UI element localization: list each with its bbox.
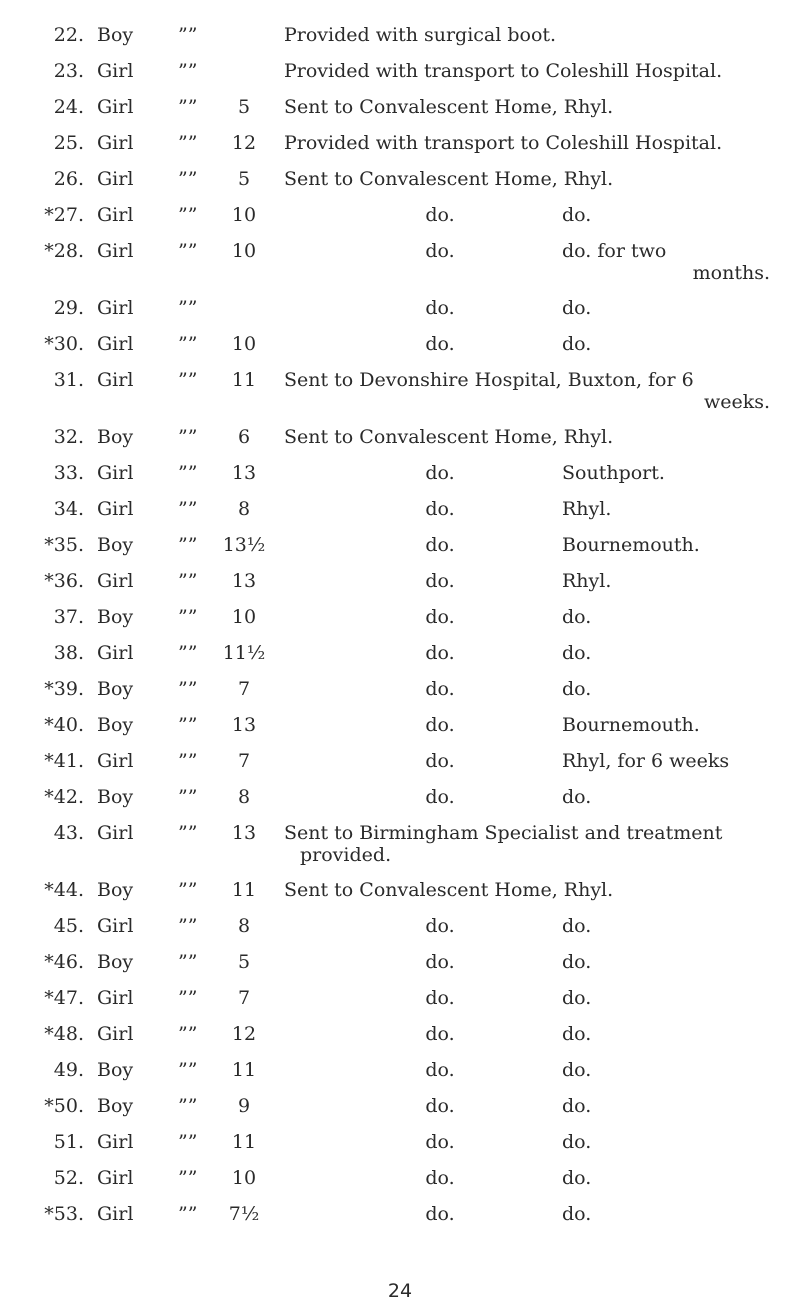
case-number: 37. — [53, 606, 84, 628]
case-sex: Girl — [97, 60, 134, 82]
case-sex: Girl — [97, 1167, 134, 1189]
case-sex: Girl — [97, 1131, 134, 1153]
case-disposal: Sent to Convalescent Home, Rhyl. — [284, 168, 614, 190]
ditto-mark: ”” — [178, 297, 198, 319]
case-sex: Girl — [97, 570, 134, 592]
case-age: 8 — [237, 786, 251, 808]
case-age: 10 — [231, 333, 257, 355]
case-number: 25. — [53, 132, 84, 154]
table-row — [0, 879, 800, 915]
case-age: 13½ — [222, 534, 266, 556]
case-disposal-ditto: do. — [425, 1095, 455, 1117]
case-number: *36. — [44, 570, 84, 592]
case-number: *44. — [44, 879, 84, 901]
case-disposal-ditto: do. — [425, 333, 455, 355]
table-row — [0, 750, 800, 786]
table-row — [0, 498, 800, 534]
table-row — [0, 240, 800, 297]
case-number: 32. — [53, 426, 84, 448]
case-age: 10 — [231, 606, 257, 628]
case-number: *39. — [44, 678, 84, 700]
case-number: *35. — [44, 534, 84, 556]
case-disposal-ditto: do. — [425, 606, 455, 628]
case-sex: Girl — [97, 204, 134, 226]
case-sex: Girl — [97, 297, 134, 319]
case-disposal-ditto: do. — [425, 204, 455, 226]
case-number: 29. — [53, 297, 84, 319]
case-number: 45. — [53, 915, 84, 937]
case-age: 11 — [231, 1059, 257, 1081]
case-disposal-ditto: do. — [425, 750, 455, 772]
case-sex: Girl — [97, 369, 134, 391]
case-age: 11 — [231, 879, 257, 901]
case-number: 43. — [53, 822, 84, 844]
case-number: 34. — [53, 498, 84, 520]
ditto-mark: ”” — [178, 1131, 198, 1153]
ditto-mark: ”” — [178, 369, 198, 391]
case-disposal-continued: months. — [692, 262, 770, 284]
case-number: 51. — [53, 1131, 84, 1153]
case-sex: Boy — [97, 426, 134, 448]
table-row — [0, 915, 800, 951]
case-sex: Girl — [97, 642, 134, 664]
case-sex: Boy — [97, 1059, 134, 1081]
case-disposal-ditto: do. — [425, 642, 455, 664]
table-row — [0, 678, 800, 714]
table-row — [0, 1203, 800, 1239]
case-disposal-place: do. — [562, 915, 592, 937]
case-sex: Girl — [97, 1023, 134, 1045]
case-disposal: Sent to Convalescent Home, Rhyl. — [284, 96, 614, 118]
ditto-mark: ”” — [178, 168, 198, 190]
case-disposal-ditto: do. — [425, 498, 455, 520]
ditto-mark: ”” — [178, 426, 198, 448]
table-row — [0, 1131, 800, 1167]
table-row — [0, 822, 800, 879]
case-disposal: Sent to Convalescent Home, Rhyl. — [284, 426, 614, 448]
table-row — [0, 786, 800, 822]
table-row — [0, 24, 800, 60]
case-sex: Girl — [97, 822, 134, 844]
table-row — [0, 333, 800, 369]
case-age: 13 — [231, 822, 257, 844]
case-disposal-place: Bournemouth. — [562, 534, 700, 556]
case-disposal-ditto: do. — [425, 240, 455, 262]
case-number: 33. — [53, 462, 84, 484]
table-row — [0, 132, 800, 168]
ditto-mark: ”” — [178, 132, 198, 154]
table-row — [0, 951, 800, 987]
case-number: 52. — [53, 1167, 84, 1189]
case-disposal-ditto: do. — [425, 915, 455, 937]
ditto-mark: ”” — [178, 951, 198, 973]
case-sex: Girl — [97, 333, 134, 355]
case-sex: Boy — [97, 879, 134, 901]
case-sex: Boy — [97, 24, 134, 46]
ditto-mark: ”” — [178, 606, 198, 628]
ditto-mark: ”” — [178, 822, 198, 844]
case-age: 10 — [231, 1167, 257, 1189]
case-number: 49. — [53, 1059, 84, 1081]
case-disposal-place: do. — [562, 1095, 592, 1117]
case-sex: Boy — [97, 714, 134, 736]
table-row — [0, 1023, 800, 1059]
case-age: 5 — [237, 168, 251, 190]
ditto-mark: ”” — [178, 1059, 198, 1081]
case-number: 22. — [53, 24, 84, 46]
case-sex: Girl — [97, 1203, 134, 1225]
case-number: 38. — [53, 642, 84, 664]
table-row — [0, 1059, 800, 1095]
table-row — [0, 426, 800, 462]
case-table — [0, 24, 800, 1239]
case-disposal: Provided with transport to Coleshill Hospital. — [284, 132, 723, 154]
table-row — [0, 60, 800, 96]
ditto-mark: ”” — [178, 786, 198, 808]
ditto-mark: ”” — [178, 570, 198, 592]
ditto-mark: ”” — [178, 534, 198, 556]
table-row — [0, 297, 800, 333]
case-sex: Boy — [97, 951, 134, 973]
case-sex: Boy — [97, 678, 134, 700]
case-sex: Girl — [97, 987, 134, 1009]
case-disposal-place: do. — [562, 987, 592, 1009]
ditto-mark: ”” — [178, 1167, 198, 1189]
case-age: 6 — [237, 426, 251, 448]
case-age: 7 — [237, 678, 251, 700]
table-row — [0, 1095, 800, 1131]
case-age: 5 — [237, 96, 251, 118]
ditto-mark: ”” — [178, 1023, 198, 1045]
page-number: 24 — [387, 1280, 413, 1302]
ditto-mark: ”” — [178, 462, 198, 484]
case-age: 10 — [231, 240, 257, 262]
case-disposal-place: Rhyl, for 6 weeks — [562, 750, 730, 772]
case-number: *47. — [44, 987, 84, 1009]
case-sex: Boy — [97, 606, 134, 628]
case-disposal: Sent to Birmingham Specialist and treatment — [284, 822, 723, 844]
case-disposal-place: Rhyl. — [562, 570, 612, 592]
ditto-mark: ”” — [178, 879, 198, 901]
case-sex: Girl — [97, 96, 134, 118]
case-age: 7 — [237, 750, 251, 772]
ditto-mark: ”” — [178, 1095, 198, 1117]
ditto-mark: ”” — [178, 60, 198, 82]
ditto-mark: ”” — [178, 714, 198, 736]
case-number: 31. — [53, 369, 84, 391]
ditto-mark: ”” — [178, 498, 198, 520]
case-sex: Girl — [97, 498, 134, 520]
ditto-mark: ”” — [178, 678, 198, 700]
case-disposal-ditto: do. — [425, 297, 455, 319]
case-disposal-ditto: do. — [425, 714, 455, 736]
case-age: 8 — [237, 915, 251, 937]
case-disposal-ditto: do. — [425, 951, 455, 973]
ditto-mark: ”” — [178, 1203, 198, 1225]
case-disposal-ditto: do. — [425, 462, 455, 484]
case-disposal: Provided with transport to Coleshill Hospital. — [284, 60, 723, 82]
table-row — [0, 987, 800, 1023]
case-number: *28. — [44, 240, 84, 262]
case-disposal-continued: provided. — [300, 844, 392, 866]
case-disposal-ditto: do. — [425, 1059, 455, 1081]
case-sex: Girl — [97, 132, 134, 154]
case-number: *40. — [44, 714, 84, 736]
table-row — [0, 1167, 800, 1203]
case-number: *27. — [44, 204, 84, 226]
case-age: 13 — [231, 570, 257, 592]
case-number: *50. — [44, 1095, 84, 1117]
case-disposal-place: do. for two — [562, 240, 667, 262]
case-disposal-place: do. — [562, 951, 592, 973]
table-row — [0, 168, 800, 204]
case-disposal-place: do. — [562, 1059, 592, 1081]
ditto-mark: ”” — [178, 333, 198, 355]
case-disposal: Sent to Convalescent Home, Rhyl. — [284, 879, 614, 901]
case-sex: Boy — [97, 1095, 134, 1117]
table-row — [0, 96, 800, 132]
case-disposal-place: do. — [562, 678, 592, 700]
ditto-mark: ”” — [178, 204, 198, 226]
table-row — [0, 369, 800, 426]
ditto-mark: ”” — [178, 987, 198, 1009]
case-age: 11½ — [222, 642, 266, 664]
case-number: *48. — [44, 1023, 84, 1045]
ditto-mark: ”” — [178, 24, 198, 46]
case-sex: Girl — [97, 750, 134, 772]
case-disposal-ditto: do. — [425, 1167, 455, 1189]
case-disposal-place: Bournemouth. — [562, 714, 700, 736]
case-age: 8 — [237, 498, 251, 520]
case-disposal-place: do. — [562, 1131, 592, 1153]
case-age: 11 — [231, 369, 257, 391]
case-disposal-ditto: do. — [425, 678, 455, 700]
case-disposal-place: do. — [562, 1023, 592, 1045]
case-disposal-place: do. — [562, 204, 592, 226]
case-disposal-ditto: do. — [425, 534, 455, 556]
ditto-mark: ”” — [178, 240, 198, 262]
case-disposal-place: Southport. — [562, 462, 665, 484]
table-row — [0, 534, 800, 570]
case-disposal-place: do. — [562, 1203, 592, 1225]
case-sex: Girl — [97, 168, 134, 190]
case-disposal-place: do. — [562, 606, 592, 628]
case-number: 23. — [53, 60, 84, 82]
table-row — [0, 570, 800, 606]
case-age: 7½ — [228, 1203, 260, 1225]
case-age: 13 — [231, 714, 257, 736]
case-number: 26. — [53, 168, 84, 190]
case-number: *41. — [44, 750, 84, 772]
ditto-mark: ”” — [178, 915, 198, 937]
case-disposal: Sent to Devonshire Hospital, Buxton, for 6 — [284, 369, 694, 391]
case-disposal-ditto: do. — [425, 1023, 455, 1045]
case-disposal-continued: weeks. — [703, 391, 770, 413]
table-row — [0, 204, 800, 240]
case-disposal-place: Rhyl. — [562, 498, 612, 520]
case-disposal: Provided with surgical boot. — [284, 24, 557, 46]
table-row — [0, 714, 800, 750]
case-sex: Boy — [97, 534, 134, 556]
case-disposal-place: do. — [562, 642, 592, 664]
case-age: 13 — [231, 462, 257, 484]
case-disposal-place: do. — [562, 333, 592, 355]
case-disposal-place: do. — [562, 1167, 592, 1189]
case-disposal-ditto: do. — [425, 1203, 455, 1225]
case-sex: Girl — [97, 462, 134, 484]
case-number: *30. — [44, 333, 84, 355]
case-disposal-place: do. — [562, 786, 592, 808]
case-age: 7 — [237, 987, 251, 1009]
case-age: 12 — [231, 132, 257, 154]
case-age: 5 — [237, 951, 251, 973]
case-number: *46. — [44, 951, 84, 973]
case-age: 12 — [231, 1023, 257, 1045]
ditto-mark: ”” — [178, 96, 198, 118]
case-disposal-ditto: do. — [425, 987, 455, 1009]
table-row — [0, 462, 800, 498]
case-sex: Girl — [97, 240, 134, 262]
table-row — [0, 606, 800, 642]
table-row — [0, 642, 800, 678]
case-number: *42. — [44, 786, 84, 808]
case-age: 9 — [237, 1095, 251, 1117]
case-number: *53. — [44, 1203, 84, 1225]
case-number: 24. — [53, 96, 84, 118]
ditto-mark: ”” — [178, 750, 198, 772]
case-sex: Boy — [97, 786, 134, 808]
ditto-mark: ”” — [178, 642, 198, 664]
case-sex: Girl — [97, 915, 134, 937]
case-disposal-ditto: do. — [425, 570, 455, 592]
case-disposal-ditto: do. — [425, 786, 455, 808]
case-age: 10 — [231, 204, 257, 226]
case-age: 11 — [231, 1131, 257, 1153]
case-disposal-ditto: do. — [425, 1131, 455, 1153]
case-disposal-place: do. — [562, 297, 592, 319]
